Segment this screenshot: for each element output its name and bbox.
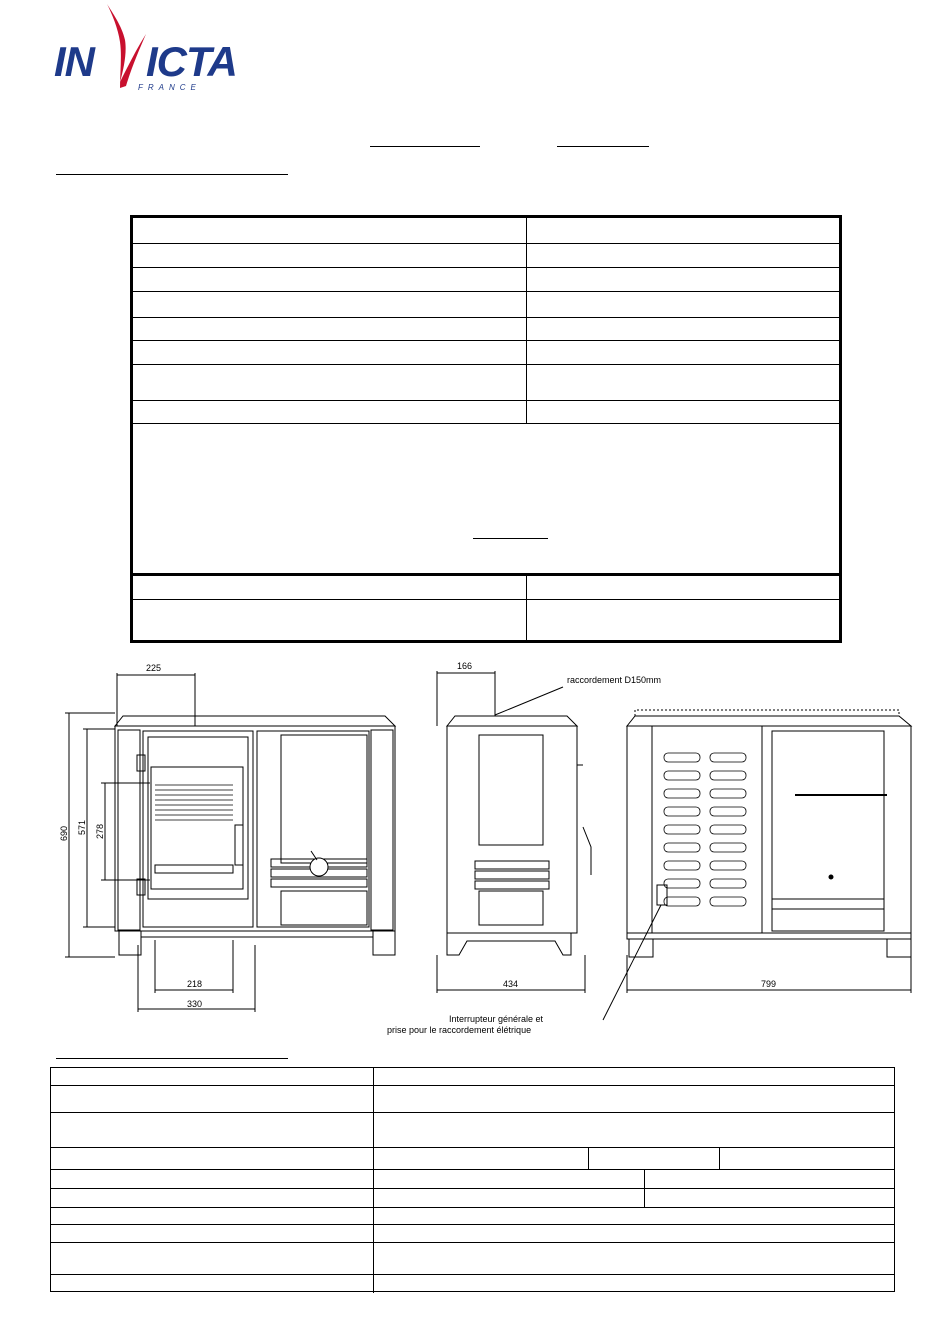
svg-text:FRANCE: FRANCE [138, 83, 201, 92]
table-row [51, 1147, 894, 1148]
table-divider [588, 1147, 589, 1169]
table-row [133, 423, 839, 424]
header-underline-1 [370, 146, 480, 147]
section-underline-2 [56, 1058, 288, 1059]
table-row [51, 1188, 894, 1189]
back-dim-width: 799 [761, 979, 777, 989]
table-row [133, 291, 839, 292]
table-row [51, 1112, 894, 1113]
table-row [133, 364, 839, 365]
svg-text:IN: IN [54, 38, 94, 85]
switch-note-line2: prise pour le raccordement élétrique [387, 1025, 532, 1035]
technical-drawings [55, 655, 915, 1040]
front-dim-door-width: 218 [187, 979, 203, 989]
front-dim-top: 225 [146, 663, 162, 673]
header-underline-2 [557, 146, 649, 147]
table-row [133, 573, 839, 576]
table-row [133, 317, 839, 318]
front-dim-width: 330 [187, 999, 203, 1009]
table-divider [526, 575, 527, 643]
front-dim-height-door: 278 [95, 823, 105, 839]
table-divider [719, 1147, 720, 1169]
front-dim-height-body: 571 [77, 819, 87, 835]
side-dim-top: 166 [457, 661, 473, 671]
table-row [133, 599, 839, 600]
table-row [133, 340, 839, 341]
table-row [51, 1224, 894, 1225]
table-row [51, 1242, 894, 1243]
table-row [133, 400, 839, 401]
brand-logo [50, 2, 285, 94]
table-row [51, 1207, 894, 1208]
back-view [603, 710, 911, 1020]
specs-table-1 [130, 215, 842, 643]
table-underline [473, 538, 548, 539]
table-divider [644, 1169, 645, 1207]
switch-note-line1: Interrupteur générale et [449, 1014, 544, 1024]
svg-text:ICTA: ICTA [146, 38, 237, 85]
table-row [51, 1274, 894, 1275]
side-connection-label: raccordement D150mm [567, 675, 662, 685]
table-row [133, 243, 839, 244]
table-row [51, 1169, 894, 1170]
front-dim-height-total: 690 [59, 825, 69, 841]
table-divider [526, 218, 527, 423]
side-view [437, 671, 591, 993]
side-dim-depth: 434 [503, 979, 519, 989]
front-view [65, 673, 395, 1012]
table-row [133, 267, 839, 268]
table-divider [373, 1068, 374, 1293]
section-underline-1 [56, 174, 288, 175]
table-row [51, 1085, 894, 1086]
specs-table-2 [50, 1067, 895, 1292]
